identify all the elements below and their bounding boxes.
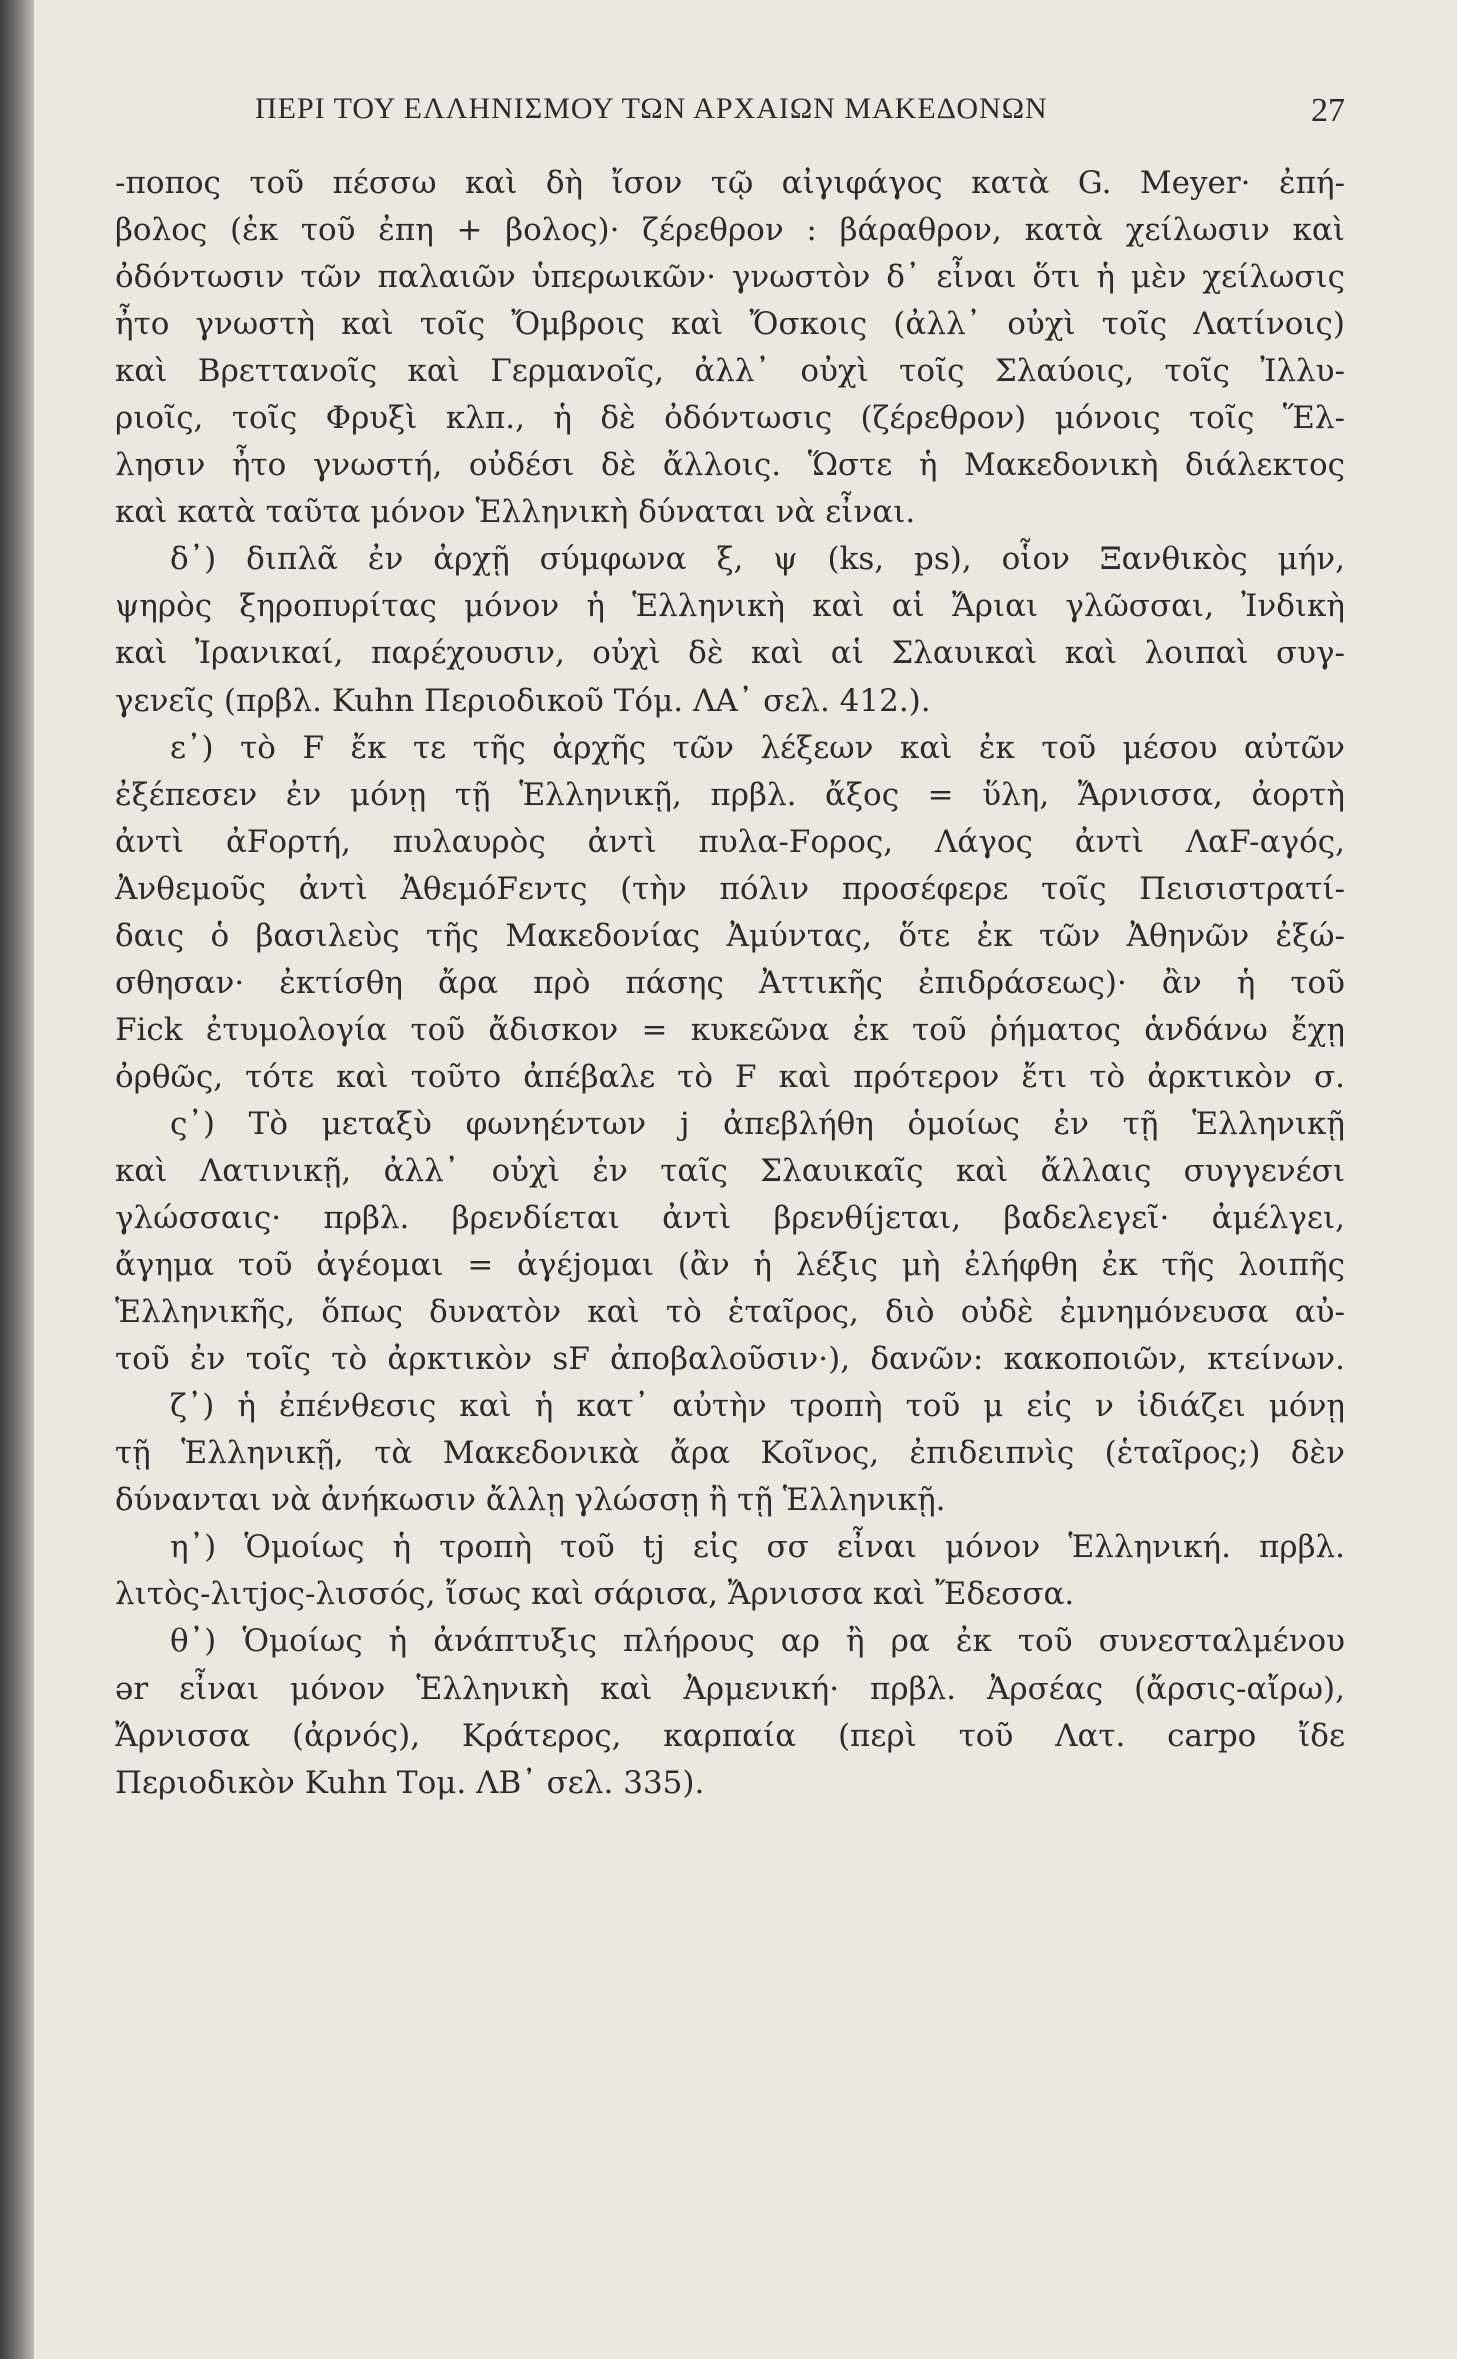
text-line: ριοῖς, τοῖς Φρυξὶ κλπ., ἡ δὲ ὀδόντωσις (ζέρεθρον) μόνοις τοῖς Ἕλ- <box>115 400 1345 437</box>
text-line: Fick ἐτυμολογία τοῦ ἄδισκον = κυκεῶνα ἐκ τοῦ ῥήματος ἁνδάνω ἔχῃ <box>115 1011 1345 1048</box>
text-line: θ᾽) Ὁμοίως ἡ ἀνάπτυξις πλήρους αρ ἢ ρα ἐκ τοῦ συνεσταλμένου <box>170 1623 1345 1660</box>
text-line: ἀντὶ ἀFορτή, πυλαυρὸς ἀντὶ πυλα-Fορος, Λάγος ἀντὶ ΛαF-αγός, <box>115 823 1345 860</box>
text-line: γενεῖς (πρβλ. Kuhn Περιοδικοῦ Τόμ. ΛΑ᾽ σελ. 412.). <box>115 682 931 719</box>
text-line: Ἀνθεμοῦς ἀντὶ ἈθεμόFεντς (τὴν πόλιν προσέφερε τοῖς Πεισιστρατί- <box>115 870 1345 907</box>
text-line: καὶ Βρεττανοῖς καὶ Γερμανοῖς, ἀλλ᾽ οὐχὶ τοῖς Σλαύοις, τοῖς Ἰλλυ- <box>115 353 1345 390</box>
text-line: λιτὸς-λιτjος-λισσός, ἴσως καὶ σάρισα, Ἄρνισσα καὶ Ἔδεσσα. <box>115 1576 1075 1613</box>
text-line: δαις ὁ βασιλεὺς τῆς Μακεδονίας Ἀμύντας, ὅτε ἐκ τῶν Ἀθηνῶν ἐξώ- <box>115 917 1345 954</box>
text-line: ἦτο γνωστὴ καὶ τοῖς Ὄμβροις καὶ Ὄσκοις (ἀλλ᾽ οὐχὶ τοῖς Λατίνοις) <box>115 306 1345 343</box>
text-line: ζ᾽) ἡ ἐπένθεσις καὶ ἡ κατ᾽ αὐτὴν τροπὴ τοῦ μ εἰς ν ἰδιάζει μόνῃ <box>170 1388 1345 1425</box>
text-line: γλώσσαις· πρβλ. βρενδίεται ἀντὶ βρενθίjεται, βαδελεγεῖ· ἀμέλγει, <box>115 1200 1345 1237</box>
text-line: σθησαν· ἐκτίσθη ἄρα πρὸ πάσης Ἀττικῆς ἐπιδράσεως)· ἂν ἡ τοῦ <box>115 964 1345 1001</box>
running-title: ΠΕΡΙ ΤΟΥ ΕΛΛΗΝΙΣΜΟΥ ΤΩΝ ΑΡΧΑΙΩΝ ΜΑΚΕΔΟΝΩΝ <box>255 92 1048 125</box>
text-line: τῇ Ἑλληνικῇ, τὰ Μακεδονικὰ ἄρα Κοῖνος, ἐπιδειπνὶς (ἑταῖρος;) δὲν <box>115 1435 1345 1472</box>
text-line: ər εἶναι μόνον Ἑλληνικὴ καὶ Ἀρμενική· πρβλ. Ἀρσέας (ἄρσις-αἴρω), <box>115 1670 1345 1707</box>
text-line: καὶ Ἰρανικαί, παρέχουσιν, οὐχὶ δὲ καὶ αἱ Σλαυικαὶ καὶ λοιπαὶ συγ- <box>115 635 1345 672</box>
body-text <box>115 160 1345 1807</box>
text-line: ὀρθῶς, τότε καὶ τοῦτο ἀπέβαλε τὸ F καὶ πρότερον ἔτι τὸ ἀρκτικὸν σ. <box>115 1058 1345 1095</box>
text-line: καὶ κατὰ ταῦτα μόνον Ἑλληνικὴ δύναται νὰ εἶναι. <box>115 494 916 531</box>
text-line: ἐξέπεσεν ἐν μόνῃ τῇ Ἑλληνικῇ, πρβλ. ἄξος = ὕλη, Ἄρνισσα, ἀορτὴ <box>115 776 1345 813</box>
text-line: τοῦ ἐν τοῖς τὸ ἀρκτικὸν sF ἀποβαλοῦσιν·), δανῶν: κακοποιῶν, κτείνων. <box>115 1341 1345 1378</box>
text-line: ὀδόντωσιν τῶν παλαιῶν ὑπερωικῶν· γνωστὸν δ᾽ εἶναι ὅτι ἡ μὲν χείλωσις <box>115 259 1345 296</box>
text-line: Ἑλληνικῆς, ὅπως δυνατὸν καὶ τὸ ἑταῖρος, διὸ οὐδὲ ἐμνημόνευσα αὐ- <box>115 1294 1345 1331</box>
text-line: ψηρὸς ξηροπυρίτας μόνον ἡ Ἑλληνικὴ καὶ αἱ Ἄριαι γλῶσσαι, Ἰνδικὴ <box>115 588 1345 625</box>
book-page <box>90 0 1345 2359</box>
text-line: ε᾽) τὸ F ἔκ τε τῆς ἀρχῆς τῶν λέξεων καὶ ἐκ τοῦ μέσου αὐτῶν <box>170 729 1345 766</box>
text-line: Περιοδικὸν Kuhn Τομ. ΛΒ᾽ σελ. 335). <box>115 1764 705 1801</box>
scan-edge-shadow <box>0 0 34 2359</box>
text-line: Ἄρνισσα (ἀρνός), Κράτερος, καρπαία (περὶ τοῦ Λατ. carpo ἴδε <box>115 1717 1345 1754</box>
running-header <box>90 92 1345 132</box>
text-line: δύνανται νὰ ἀνήκωσιν ἄλλῃ γλώσσῃ ἢ τῇ Ἑλληνικῇ. <box>115 1482 946 1519</box>
text-line: -ποπος τοῦ πέσσω καὶ δὴ ἴσον τῷ αἰγιφάγος κατὰ G. Meyer· ἐπή- <box>115 165 1345 201</box>
text-line: βολος (ἐκ τοῦ ἐπη + βολος)· ζέρεθρον : βάραθρον, κατὰ χείλωσιν καὶ <box>115 212 1345 249</box>
text-line: δ᾽) διπλᾶ ἐν ἀρχῇ σύμφωνα ξ, ψ (ks, ps), οἷον Ξανθικὸς μήν, <box>170 541 1345 578</box>
page-number: 27 <box>1311 92 1345 129</box>
text-line: ἄγημα τοῦ ἀγέομαι = ἀγέjομαι (ἂν ἡ λέξις μὴ ἐλήφθη ἐκ τῆς λοιπῆς <box>115 1247 1345 1284</box>
text-line: η᾽) Ὁμοίως ἡ τροπὴ τοῦ tj εἰς σσ εἶναι μόνον Ἑλληνική. πρβλ. <box>170 1529 1345 1566</box>
text-line: καὶ Λατινικῇ, ἀλλ᾽ οὐχὶ ἐν ταῖς Σλαυικαῖς καὶ ἄλλαις συγγενέσι <box>115 1152 1345 1189</box>
text-line: ς᾽) Τὸ μεταξὺ φωνηέντων j ἀπεβλήθη ὁμοίως ἐν τῇ Ἑλληνικῇ <box>170 1105 1345 1142</box>
text-line: λησιν ἦτο γνωστή, οὐδέσι δὲ ἄλλοις. Ὥστε ἡ Μακεδονικὴ διάλεκτος <box>115 447 1345 484</box>
